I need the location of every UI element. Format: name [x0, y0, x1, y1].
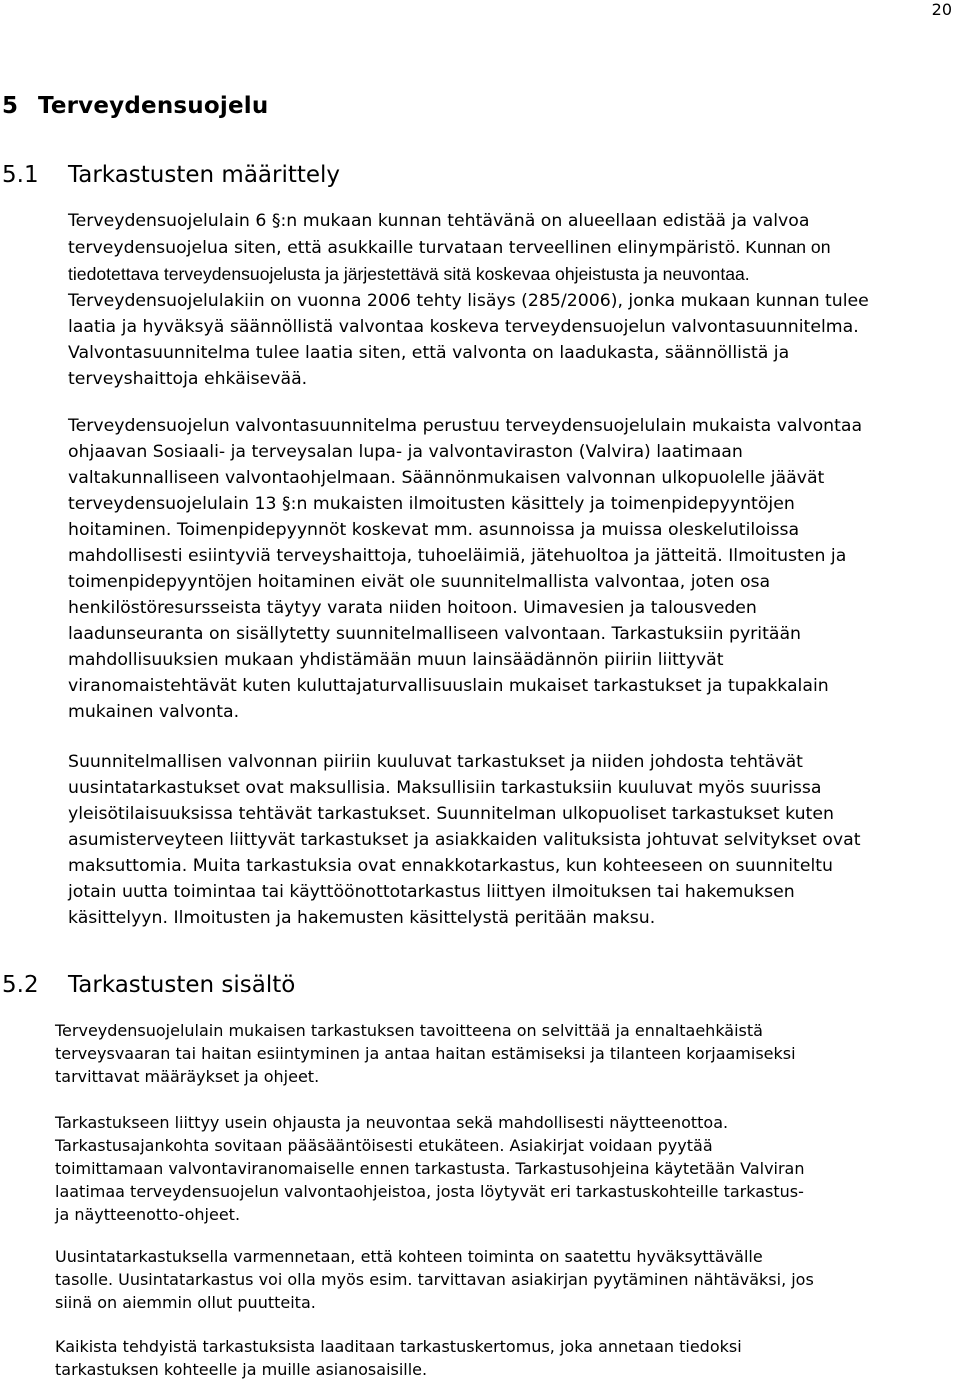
subsection-number: 5.2	[2, 972, 39, 998]
paragraph-line: toimenpidepyyntöjen hoitaminen eivät ole suunnitelmallista valvontaa, joten osa	[68, 572, 771, 592]
paragraph-line: Tarkastukseen liittyy usein ohjausta ja neuvontaa sekä mahdollisesti näytteenottoa.	[55, 1113, 729, 1132]
paragraph-line	[68, 261, 869, 288]
line-text: terveydensuojelua siten, että asukkaille turvataan terveellinen elinympäristö.	[68, 238, 741, 258]
paragraph-5-2-d	[55, 1335, 742, 1381]
paragraph-line: mahdollisuuksien mukaan yhdistämään muun lainsäädännön piiriin liittyvät	[68, 650, 724, 670]
paragraph-5-1-c	[68, 749, 860, 931]
paragraph-5-2-a	[55, 1019, 796, 1088]
subsection-heading-5-1	[2, 162, 340, 188]
paragraph-line: mukainen valvonta.	[68, 702, 240, 722]
paragraph-line	[68, 366, 869, 392]
line-tail: tiedotettava terveydensuojelusta ja järjestettävä sitä koskevaa ohjeistusta ja neuvontaa.	[68, 264, 750, 284]
paragraph-line: jotain uutta toimintaa tai käyttöönottotarkastus liittyen ilmoituksen tai hakemuksen	[68, 882, 795, 902]
paragraph-line: Kaikista tehdyistä tarkastuksista laaditaan tarkastuskertomus, joka annetaan tiedoksi	[55, 1337, 742, 1356]
paragraph-line: laadunseuranta on sisällytetty suunnitelmalliseen valvontaan. Tarkastuksiin pyritään	[68, 624, 801, 644]
line-text: terveyshaittoja ehkäisevää.	[68, 369, 308, 389]
section-number: 5	[2, 93, 19, 119]
subsection-heading-5-2	[2, 972, 295, 998]
line-text: Terveydensuojelulain 6 §:n mukaan kunnan tehtävänä on alueellaan edistää ja valvoa	[68, 211, 810, 231]
page-number: 20	[931, 0, 952, 19]
paragraph-line: viranomaistehtävät kuten kuluttajaturvallisuuslain mukaiset tarkastukset ja tupakkalain	[68, 676, 829, 696]
paragraph-line: hoitaminen. Toimenpidepyynnöt koskevat mm. asunnoissa ja muissa oleskelutiloissa	[68, 520, 800, 540]
paragraph-line: ohjaavan Sosiaali- ja terveysalan lupa- ja valvontaviraston (Valvira) laatimaan	[68, 442, 743, 462]
paragraph-line: yleisötilaisuuksissa tehtävät tarkastukset. Suunnitelman ulkopuoliset tarkastukset kuten	[68, 804, 834, 824]
paragraph-line: siinä on aiemmin ollut puutteita.	[55, 1293, 316, 1312]
paragraph-line: Tarkastusajankohta sovitaan pääsääntöisesti etukäteen. Asiakirjat voidaan pyytää	[55, 1136, 713, 1155]
paragraph-5-1-a	[68, 208, 869, 392]
paragraph-line: tarkastuksen kohteelle ja muille asianosaisille.	[55, 1360, 428, 1379]
paragraph-line	[68, 340, 869, 366]
paragraph-line: ja näytteenotto-ohjeet.	[55, 1205, 241, 1224]
paragraph-5-2-c	[55, 1245, 814, 1314]
paragraph-line: terveysvaaran tai haitan esiintyminen ja antaa haitan estämiseksi ja tilanteen korjaamiseksi	[55, 1044, 796, 1063]
section-title: Terveydensuojelu	[38, 93, 269, 119]
paragraph-line: maksuttomia. Muita tarkastuksia ovat ennakkotarkastus, kun kohteeseen on suunniteltu	[68, 856, 833, 876]
paragraph-line: laatimaa terveydensuojelun valvontaohjeistoa, josta löytyvät eri tarkastuskohteille tarkastus-	[55, 1182, 804, 1201]
paragraph-line: käsittelyyn. Ilmoitusten ja hakemusten käsittelystä peritään maksu.	[68, 908, 656, 928]
paragraph-5-1-b	[68, 413, 862, 725]
paragraph-line: terveydensuojelulain 13 §:n mukaisten ilmoitusten käsittely ja toimenpidepyyntöjen	[68, 494, 795, 514]
line-text: Terveydensuojelulakiin on vuonna 2006 tehty lisäys (285/2006), jonka mukaan kunnan tulee	[68, 291, 869, 311]
paragraph-line: toimittamaan valvontaviranomaiselle ennen tarkastusta. Tarkastusohjeina käytetään Valviran	[55, 1159, 805, 1178]
line-tail: Kunnan on	[740, 237, 831, 257]
paragraph-line	[68, 234, 869, 261]
paragraph-line: mahdollisesti esiintyviä terveyshaittoja, tuhoeläimiä, jätehuoltoa ja jätteitä. Ilmoitusten ja	[68, 546, 847, 566]
paragraph-line: henkilöstöresursseista täytyy varata niiden hoitoon. Uimavesien ja talousveden	[68, 598, 757, 618]
paragraph-line: Uusintatarkastuksella varmennetaan, että kohteen toiminta on saatettu hyväksyttävälle	[55, 1247, 763, 1266]
subsection-title: Tarkastusten sisältö	[68, 972, 296, 998]
paragraph-line: Suunnitelmallisen valvonnan piiriin kuuluvat tarkastukset ja niiden johdosta tehtävät	[68, 752, 803, 772]
line-text: Valvontasuunnitelma tulee laatia siten, että valvonta on laadukasta, säännöllistä ja	[68, 343, 790, 363]
paragraph-line: valtakunnalliseen valvontaohjelmaan. Säännönmukaisen valvonnan ulkopuolelle jäävät	[68, 468, 825, 488]
section-heading	[2, 93, 268, 119]
subsection-title: Tarkastusten määrittely	[68, 162, 341, 188]
paragraph-line: tasolle. Uusintatarkastus voi olla myös esim. tarvittavan asiakirjan pyytäminen nähtäväksi, jos	[55, 1270, 814, 1289]
paragraph-line	[68, 314, 869, 340]
subsection-number: 5.1	[2, 162, 39, 188]
paragraph-line	[68, 288, 869, 314]
paragraph-line	[68, 208, 869, 234]
paragraph-line: tarvittavat määräykset ja ohjeet.	[55, 1067, 320, 1086]
paragraph-line: Terveydensuojelun valvontasuunnitelma perustuu terveydensuojelulain mukaista valvontaa	[68, 416, 863, 436]
paragraph-5-2-b	[55, 1111, 805, 1226]
paragraph-line: Terveydensuojelulain mukaisen tarkastuksen tavoitteena on selvittää ja ennaltaehkäistä	[55, 1021, 763, 1040]
line-text: laatia ja hyväksyä säännöllistä valvontaa koskeva terveydensuojelun valvontasuunnitelma.	[68, 317, 859, 337]
paragraph-line: uusintatarkastukset ovat maksullisia. Maksullisiin tarkastuksiin kuuluvat myös suurissa	[68, 778, 822, 798]
paragraph-line: asumisterveyteen liittyvät tarkastukset ja asiakkaiden valituksista johtuvat selvitykset ovat	[68, 830, 861, 850]
